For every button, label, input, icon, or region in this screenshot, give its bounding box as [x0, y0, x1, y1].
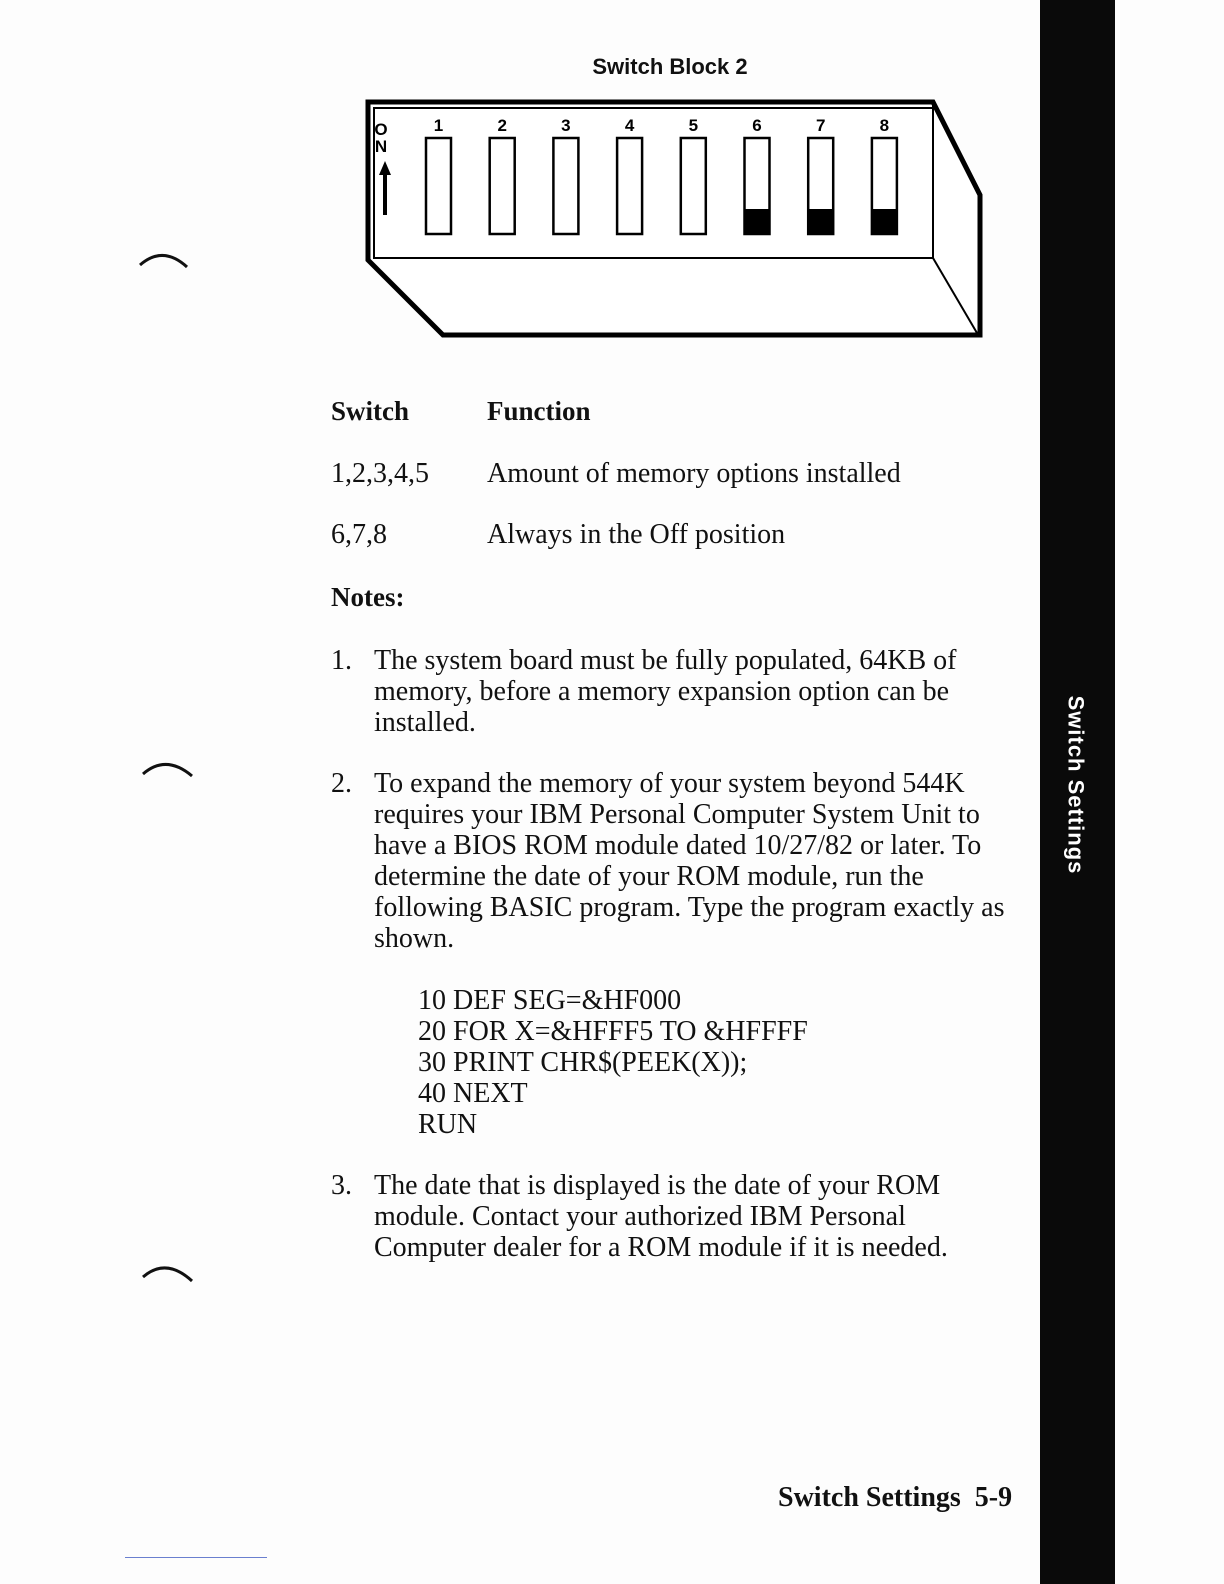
- code-line: RUN: [418, 1109, 478, 1140]
- on-label-o: O: [374, 120, 388, 139]
- code-line: 40 NEXT: [418, 1078, 528, 1109]
- switch-slot: [681, 138, 706, 234]
- note-text: The system board must be fully populated, 64KB of memory, before a memory expansion option can be installed.: [374, 645, 957, 738]
- switch-number-label: 7: [815, 116, 826, 135]
- note-text: To expand the memory of your system beyond 544K requires your IBM Personal Computer System Unit to have a BIOS ROM module dated 10/27/82 or later. To determine the date of your ROM module, run the following BASIC program. Type the program exactly as shown.: [374, 768, 1005, 954]
- table-cell-function: Amount of memory options installed: [487, 458, 901, 489]
- switch-slot: [617, 138, 642, 234]
- table-cell-switch: 6,7,8: [331, 519, 387, 550]
- page-footer: [778, 1482, 1012, 1514]
- switch-number-label: 8: [879, 116, 890, 135]
- note-text: The date that is displayed is the date of your ROM module. Contact your authorized IBM Personal Computer dealer for a ROM module if it is needed.: [374, 1170, 948, 1263]
- binder-hole-mark: [135, 245, 195, 285]
- switch-slot: [553, 138, 578, 234]
- footer-section: Switch Settings: [778, 1482, 961, 1513]
- switch-number-label: 4: [624, 116, 635, 135]
- on-label-n: N: [374, 137, 388, 156]
- switch-number-label: 2: [497, 116, 507, 135]
- code-line: 30 PRINT CHR$(PEEK(X));: [418, 1047, 748, 1078]
- footer-page-number: 5-9: [974, 1482, 1013, 1513]
- figure-title: Switch Block 2: [592, 54, 748, 79]
- basic-program: [418, 985, 808, 1140]
- switch-actuator-off: [745, 209, 770, 234]
- switch-number-label: 5: [688, 116, 699, 135]
- scan-artifact-line: [125, 1557, 267, 1558]
- code-line: 20 FOR X=&HFFF5 TO &HFFFF: [418, 1016, 808, 1047]
- switch-number-label: 3: [561, 116, 571, 135]
- note-number: 3.: [331, 1170, 352, 1201]
- switch-actuator-off: [808, 209, 833, 234]
- switch-slot: [490, 138, 515, 234]
- switch-slot: [426, 138, 451, 234]
- switch-actuator-off: [872, 209, 897, 234]
- table-header-function: Function: [487, 396, 591, 426]
- table-cell-switch: 1,2,3,4,5: [331, 458, 429, 489]
- table-cell-function: Always in the Off position: [487, 519, 786, 550]
- note-number: 2.: [331, 768, 352, 799]
- switch-number-label: 6: [752, 116, 762, 135]
- switch-number-label: 1: [433, 116, 444, 135]
- table-header-switch: Switch: [331, 396, 410, 426]
- section-tab-label: Switch Settings: [1063, 695, 1089, 875]
- binder-hole-mark: [138, 752, 198, 792]
- note-number: 1.: [331, 645, 352, 676]
- notes-heading: Notes:: [331, 582, 405, 612]
- code-line: 10 DEF SEG=&HF000: [418, 985, 682, 1016]
- binder-hole-mark: [138, 1255, 198, 1295]
- switch-block-diagram: [360, 95, 990, 345]
